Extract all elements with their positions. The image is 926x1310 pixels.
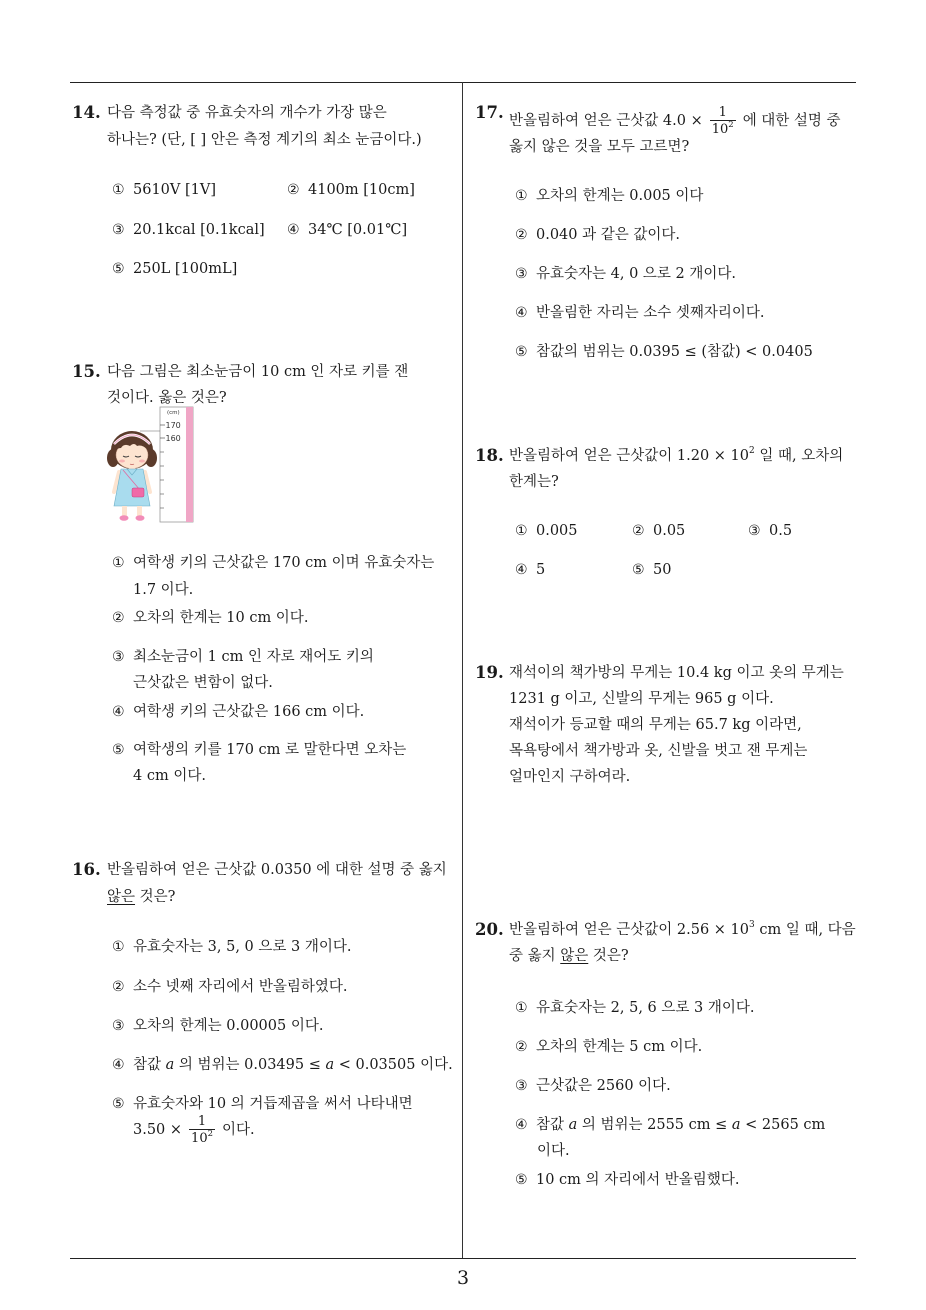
option-text-part: 이다.	[222, 1122, 255, 1138]
option-3-continuation: 근삿값은 변함이 없다.	[133, 675, 273, 691]
option-text-part: 참값	[133, 1057, 166, 1073]
left-shoe	[120, 515, 129, 521]
option-text: 반올림한 자리는 소수 셋째자리이다.	[536, 305, 765, 321]
fraction-denominator	[710, 120, 736, 138]
option-3	[112, 1016, 323, 1036]
fraction	[189, 1114, 215, 1147]
question-text-line-5: 얼마인지 구하여라.	[509, 769, 631, 785]
option-text: 여학생 키의 근삿값은 170 cm 이며 유효숫자는	[133, 555, 435, 571]
option-marker: ②	[287, 182, 300, 198]
left-blush	[119, 460, 125, 463]
option-4	[515, 1115, 825, 1135]
option-text: 250L [100mL]	[133, 261, 238, 277]
question-text-line-2: 1231 g 이고, 신발의 무게는 965 g 이다.	[509, 691, 774, 707]
option-marker: ②	[515, 227, 528, 243]
question-text-part: 에 대한 설명 중	[742, 113, 841, 129]
option-2	[632, 521, 685, 541]
option-text-part: 의 범위는 2555 cm ≤	[577, 1117, 732, 1133]
option-marker: ④	[112, 1057, 125, 1073]
question-text-line-1	[509, 446, 843, 466]
question-number: 18.	[475, 446, 504, 465]
question-number: 20.	[475, 920, 504, 939]
option-text: 4100m [10cm]	[308, 182, 415, 198]
page-number: 3	[456, 1267, 470, 1289]
option-text-part: < 2565 cm	[740, 1117, 826, 1133]
option-1	[112, 180, 216, 200]
girl-height-illustration	[104, 404, 196, 526]
option-marker: ③	[112, 222, 125, 238]
option-marker: ⑤	[515, 1172, 528, 1188]
underlined-emphasis: 않은	[107, 889, 136, 905]
question-text-line-1: 재석이의 책가방의 무게는 10.4 kg 이고 옷의 무게는	[509, 665, 844, 681]
question-text-line-4: 목욕탕에서 책가방과 옷, 신발을 벗고 잰 무게는	[509, 743, 808, 759]
option-1	[112, 553, 434, 573]
denominator-base: 10	[711, 121, 729, 137]
option-marker: ②	[112, 979, 125, 995]
math-variable: a	[325, 1057, 335, 1073]
option-text: 최소눈금이 1 cm 인 자로 재어도 키의	[133, 649, 374, 665]
question-text-line-3: 재석이가 등교할 때의 무게는 65.7 kg 이라면,	[509, 717, 802, 733]
underlined-emphasis: 않은	[560, 948, 589, 964]
option-marker: ④	[515, 305, 528, 321]
option-marker: ④	[112, 704, 125, 720]
question-text-line-1	[509, 920, 856, 940]
option-text: 근삿값은 2560 이다.	[536, 1078, 671, 1094]
option-marker: ⑤	[112, 261, 125, 277]
question-text-part: 반올림하여 얻은 근삿값 4.0 ×	[509, 113, 703, 129]
option-3	[515, 264, 736, 284]
option-5	[515, 342, 813, 362]
option-text: 유효숫자와 10 의 거듭제곱을 써서 나타내면	[133, 1096, 413, 1112]
option-text: 20.1kcal [0.1kcal]	[133, 222, 265, 238]
option-5-continuation: 4 cm 이다.	[133, 768, 206, 784]
denominator-exponent: 2	[207, 1128, 214, 1139]
option-1	[515, 186, 703, 206]
option-marker: ②	[632, 523, 645, 539]
fraction-numerator: 1	[197, 1113, 207, 1129]
option-text: 유효숫자는 4, 0 으로 2 개이다.	[536, 266, 737, 282]
question-text-line-1	[509, 103, 841, 139]
question-text-line-1: 다음 측정값 중 유효숫자의 개수가 가장 많은	[107, 105, 387, 121]
option-text: 오차의 한계는 0.00005 이다.	[133, 1018, 324, 1034]
question-text-part: 반올림하여 얻은 근삿값이 2.56 × 10	[509, 922, 750, 938]
left-leg	[122, 506, 127, 516]
option-3	[112, 647, 374, 667]
option-marker: ③	[515, 1078, 528, 1094]
question-number: 15.	[72, 362, 101, 381]
option-marker: ①	[112, 555, 125, 571]
question-number: 16.	[72, 860, 101, 879]
option-text-part: < 0.03505 이다.	[334, 1057, 453, 1073]
option-marker: ②	[112, 610, 125, 626]
option-text-part: 참값	[536, 1117, 569, 1133]
option-1	[515, 998, 754, 1018]
option-text: 유효숫자는 2, 5, 6 으로 3 개이다.	[536, 1000, 755, 1016]
option-text: 오차의 한계는 0.005 이다	[536, 188, 704, 204]
option-2	[112, 977, 348, 997]
option-marker: ⑤	[515, 344, 528, 360]
option-text: 0.005	[536, 523, 578, 539]
option-marker: ⑤	[112, 1096, 125, 1112]
option-2	[515, 1037, 702, 1057]
option-marker: ①	[112, 939, 125, 955]
question-text-line-2	[107, 887, 175, 907]
option-text: 여학생의 키를 170 cm 로 말한다면 오차는	[133, 742, 407, 758]
option-marker: ④	[515, 562, 528, 578]
question-text-part: 반올림하여 얻은 근삿값이 1.20 × 10	[509, 448, 750, 464]
option-marker: ③	[112, 649, 125, 665]
ruler-tick-label-170: 170	[165, 421, 181, 430]
question-text-line-2: 것이다. 옳은 것은?	[107, 390, 227, 406]
question-text-line-2	[509, 946, 629, 966]
question-number: 14.	[72, 103, 101, 122]
option-marker: ③	[112, 1018, 125, 1034]
option-text: 0.040 과 같은 값이다.	[536, 227, 680, 243]
option-5	[112, 1094, 413, 1114]
question-text-part: 일 때, 오차의	[754, 448, 844, 464]
question-text-part: 것은?	[588, 948, 629, 964]
fraction	[710, 105, 736, 138]
option-marker: ①	[112, 182, 125, 198]
option-text: 소수 넷째 자리에서 반올림하였다.	[133, 979, 348, 995]
option-5	[515, 1170, 739, 1190]
option-text: 5	[536, 562, 546, 578]
ruler-tick-label-160: 160	[165, 434, 181, 443]
math-variable: a	[165, 1057, 175, 1073]
option-text: 0.5	[769, 523, 793, 539]
question-text-part: cm 일 때, 다음	[754, 922, 856, 938]
option-marker: ②	[515, 1039, 528, 1055]
option-text: 0.05	[653, 523, 686, 539]
question-number: 17.	[475, 103, 504, 122]
option-5	[632, 560, 671, 580]
option-1	[112, 937, 351, 957]
option-marker: ①	[515, 188, 528, 204]
question-text-line-2: 옳지 않은 것을 모두 고르면?	[509, 139, 690, 155]
option-text: 참값의 범위는 0.0395 ≤ (참값) < 0.0405	[536, 344, 813, 360]
option-text: 50	[653, 562, 672, 578]
exponent: 3	[749, 920, 755, 930]
option-text: 34℃ [0.01℃]	[308, 222, 408, 238]
option-marker: ⑤	[112, 742, 125, 758]
option-4	[515, 560, 545, 580]
option-marker: ③	[515, 266, 528, 282]
option-4-continuation: 이다.	[537, 1143, 570, 1159]
fraction-numerator: 1	[718, 104, 727, 120]
option-3	[515, 1076, 671, 1096]
column-divider	[462, 82, 463, 1258]
option-2	[287, 180, 415, 200]
option-text: 10 cm 의 자리에서 반올림했다.	[536, 1172, 740, 1188]
option-text: 여학생 키의 근삿값은 166 cm 이다.	[133, 704, 365, 720]
question-text-line-1: 다음 그림은 최소눈금이 10 cm 인 자로 키를 잰	[107, 364, 409, 380]
option-1	[515, 521, 578, 541]
math-variable: a	[731, 1117, 741, 1133]
option-2	[515, 225, 680, 245]
option-marker: ①	[515, 523, 528, 539]
option-5	[112, 259, 237, 279]
option-marker: ⑤	[632, 562, 645, 578]
option-text-part: 의 범위는 0.03495 ≤	[174, 1057, 326, 1073]
option-4	[287, 220, 407, 240]
option-text: 오차의 한계는 10 cm 이다.	[133, 610, 309, 626]
option-2	[112, 608, 308, 628]
option-5	[112, 740, 406, 760]
option-4	[112, 702, 364, 722]
girl	[107, 431, 157, 521]
question-text-part: 중 옳지	[509, 948, 561, 964]
bottom-rule	[70, 1258, 856, 1259]
denominator-exponent: 2	[728, 119, 734, 130]
option-3	[112, 220, 265, 240]
option-text-part: 3.50 ×	[133, 1122, 183, 1138]
ruler-pink-strip	[186, 407, 193, 522]
option-text: 오차의 한계는 5 cm 이다.	[536, 1039, 703, 1055]
option-marker: ④	[515, 1117, 528, 1133]
option-marker: ④	[287, 222, 300, 238]
question-text-rest: 것은?	[135, 889, 176, 905]
option-marker: ③	[748, 523, 761, 539]
ruler-unit-label: (cm)	[167, 410, 180, 416]
option-3	[748, 521, 792, 541]
option-text: 5610V [1V]	[133, 182, 216, 198]
question-text-line-1: 반올림하여 얻은 근삿값 0.0350 에 대한 설명 중 옳지	[107, 862, 447, 878]
option-4	[515, 303, 765, 323]
fraction-denominator	[189, 1129, 215, 1147]
denominator-base: 10	[191, 1130, 208, 1146]
option-text: 유효숫자는 3, 5, 0 으로 3 개이다.	[133, 939, 352, 955]
bag	[132, 488, 144, 497]
option-1-continuation: 1.7 이다.	[133, 582, 194, 598]
exponent: 2	[749, 446, 755, 456]
option-marker: ①	[515, 1000, 528, 1016]
right-leg	[137, 506, 142, 516]
question-text-line-2: 한계는?	[509, 474, 559, 490]
right-blush	[139, 460, 145, 463]
math-variable: a	[568, 1117, 578, 1133]
question-number: 19.	[475, 663, 504, 682]
option-4	[112, 1055, 453, 1075]
question-text-line-2: 하나는? (단, [ ] 안은 측정 계기의 최소 눈금이다.)	[107, 132, 422, 148]
ruler	[160, 407, 193, 522]
option-5-continuation	[133, 1112, 255, 1148]
right-shoe	[136, 515, 145, 521]
top-rule	[70, 82, 856, 83]
